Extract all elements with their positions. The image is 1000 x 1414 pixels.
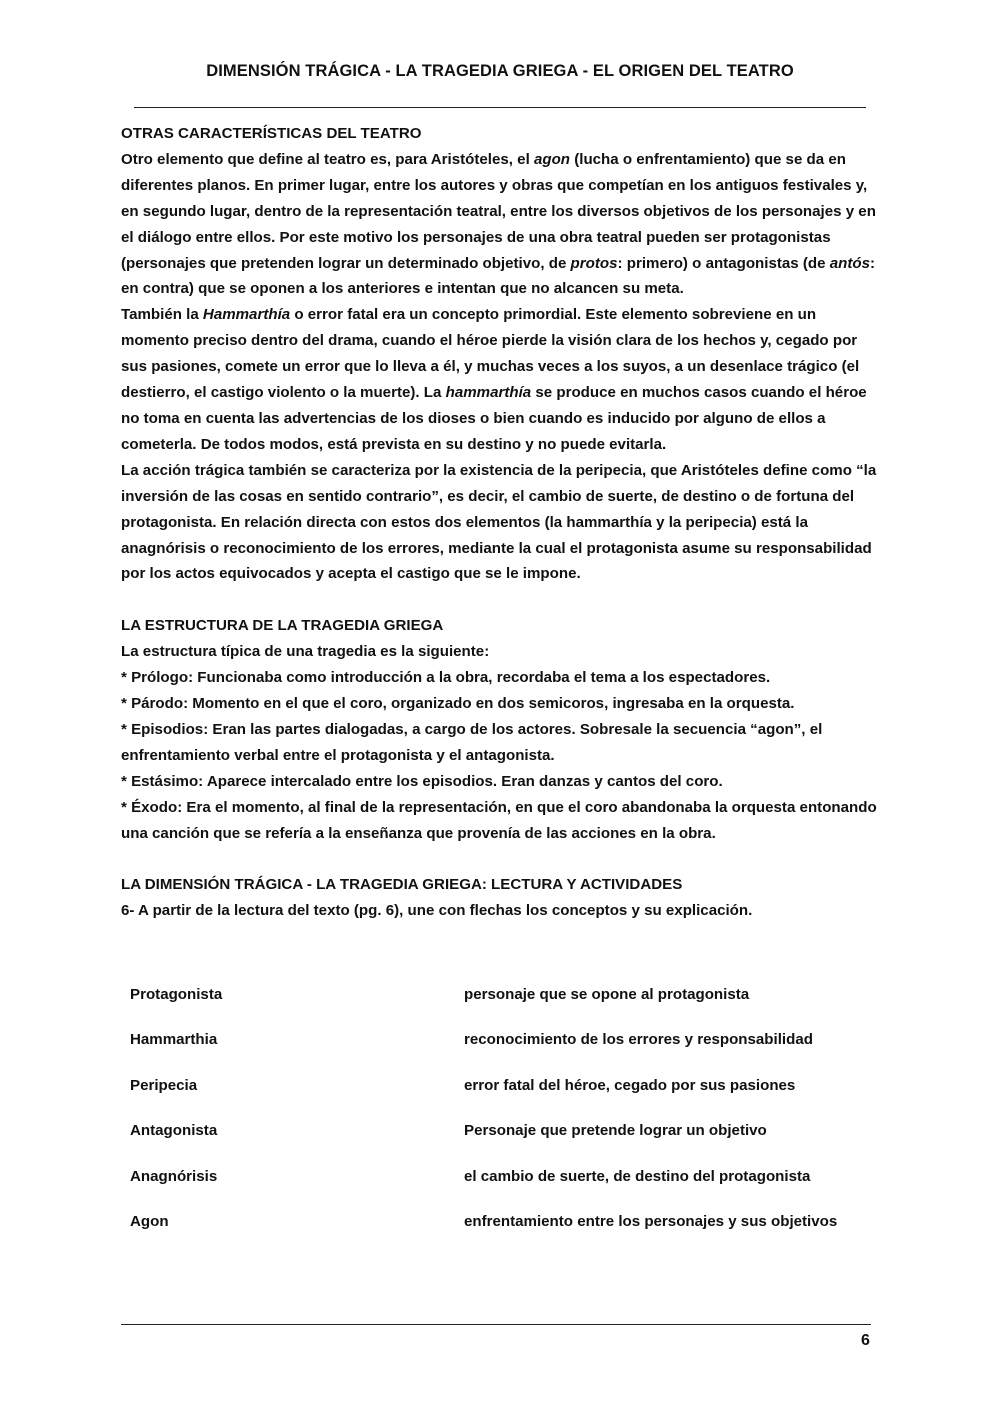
text-run: También la xyxy=(121,306,203,324)
text-run: se produce en muchos casos cuando el héroe no toma en cuenta las advertencias de los dioses o bien cuando es inducido por alguno de ellos a cometerla. De todos modos, está prevista en su destino y no puede evitarla. xyxy=(121,384,867,453)
spacer xyxy=(121,587,881,613)
definition-label[interactable]: error fatal del héroe, cegado por sus pasiones xyxy=(464,1076,796,1094)
structure-intro: La estructura típica de una tragedia es la siguiente: xyxy=(121,643,490,661)
matching-row xyxy=(130,1031,890,1076)
text-run: Otro elemento que define al teatro es, para Aristóteles, el xyxy=(121,150,534,168)
matching-row xyxy=(130,986,890,1031)
paragraph-hammarthia xyxy=(121,302,881,457)
document-title: DIMENSIÓN TRÁGICA - LA TRAGEDIA GRIEGA - EL ORIGEN DEL TEATRO xyxy=(206,62,794,80)
matching-exercise xyxy=(130,986,890,1258)
paragraph-peripecia: La acción trágica también se caracteriza por la existencia de la peripecia, que Aristóteles define como “la inversión de las cosas en sentido contrario”, es decir, el cambio de suerte, de destino o de fortuna del protagonista. En relación directa con estos dos elementos (la hammarthía y la peripecia) está la anagnórisis o reconocimiento de los errores, mediante la cual el protagonista asume su responsabilidad por los actos equivocados y acepta el castigo que se le impone. xyxy=(121,461,877,583)
matching-row xyxy=(130,1213,890,1258)
activity-instruction: 6- A partir de la lectura del texto (pg. 6), une con flechas los conceptos y su explicación. xyxy=(121,902,753,920)
spacer xyxy=(121,846,881,872)
main-content xyxy=(121,121,881,924)
definition-label[interactable]: el cambio de suerte, de destino del protagonista xyxy=(464,1167,811,1185)
concept-label[interactable]: Anagnórisis xyxy=(130,1167,218,1185)
concept-label[interactable]: Protagonista xyxy=(130,986,223,1003)
header-rule xyxy=(134,107,866,108)
term-hammarthia: Hammarthía xyxy=(202,306,291,324)
section-heading-actividades: LA DIMENSIÓN TRÁGICA - LA TRAGEDIA GRIEGA: LECTURA Y ACTIVIDADES xyxy=(121,876,683,894)
definition-label[interactable]: enfrentamiento entre los personajes y sus objetivos xyxy=(464,1212,838,1230)
concept-label[interactable]: Antagonista xyxy=(130,1122,218,1140)
term-hammarthia: hammarthía xyxy=(445,384,532,402)
concept-label[interactable]: Peripecia xyxy=(130,1076,198,1094)
structure-item-estasimo: * Estásimo: Aparece intercalado entre los episodios. Eran danzas y cantos del coro. xyxy=(121,772,723,790)
matching-row xyxy=(130,1122,890,1167)
matching-row xyxy=(130,1077,890,1122)
section-heading-estructura: LA ESTRUCTURA DE LA TRAGEDIA GRIEGA xyxy=(121,617,444,635)
text-run: o error fatal era un concepto primordial. Este elemento sobreviene en un momento preciso dentro del drama, cuando el héroe pierde la visión clara de los hechos y, cegado por sus pasiones, comete un error que lo lleva a él, y muchas veces a los suyos, a un desenlace trágico (el destierro, el castigo violento o la muerte). La xyxy=(121,306,860,402)
paragraph-agon xyxy=(121,147,881,302)
text-run: : primero) o antagonistas (de xyxy=(617,254,830,272)
structure-item-prologo: * Prólogo: Funcionaba como introducción a la obra, recordaba el tema a los espectadores. xyxy=(121,669,771,687)
text-run: : en contra) que se oponen a los anteriores e intentan que no alcancen su meta. xyxy=(121,254,875,298)
definition-label[interactable]: Personaje que pretende lograr un objetivo xyxy=(464,1122,767,1140)
definition-label[interactable]: reconocimiento de los errores y responsabilidad xyxy=(464,1031,813,1049)
structure-item-episodios: * Episodios: Eran las partes dialogadas, a cargo de los actores. Sobresale la secuencia “agon”, el enfrentamiento verbal entre el protagonista y el antagonista. xyxy=(121,720,823,764)
structure-item-parodo: * Párodo: Momento en el que el coro, organizado en dos semicoros, ingresaba en la orquesta. xyxy=(121,695,795,713)
page-number: 6 xyxy=(861,1332,870,1349)
concept-label[interactable]: Agon xyxy=(130,1212,169,1230)
concept-label[interactable]: Hammarthia xyxy=(130,1031,218,1049)
definition-label[interactable]: personaje que se opone al protagonista xyxy=(464,986,750,1003)
section-heading-otras-caracteristicas: OTRAS CARACTERÍSTICAS DEL TEATRO xyxy=(121,125,422,142)
term-antos: antós xyxy=(829,254,870,272)
text-run: (lucha o enfrentamiento) que se da en diferentes planos. En primer lugar, entre los autores y obras que competían en los antiguos festivales y, en segundo lugar, dentro de la representación teatral, entre los diversos objetivos de los personajes y en el diálogo entre ellos. Por este motivo los personajes de una obra teatral pueden ser protagonistas (personajes que pretenden lograr un determinado objetivo, de xyxy=(121,150,876,272)
term-agon: agon xyxy=(533,150,571,168)
structure-item-exodo: * Éxodo: Era el momento, al final de la representación, en que el coro abandonaba la orquesta entonando una canción que se refería a la enseñanza que provenía de las acciones en la obra. xyxy=(121,798,877,842)
term-protos: protos xyxy=(570,254,618,272)
footer-rule xyxy=(121,1324,871,1325)
matching-row xyxy=(130,1168,890,1213)
